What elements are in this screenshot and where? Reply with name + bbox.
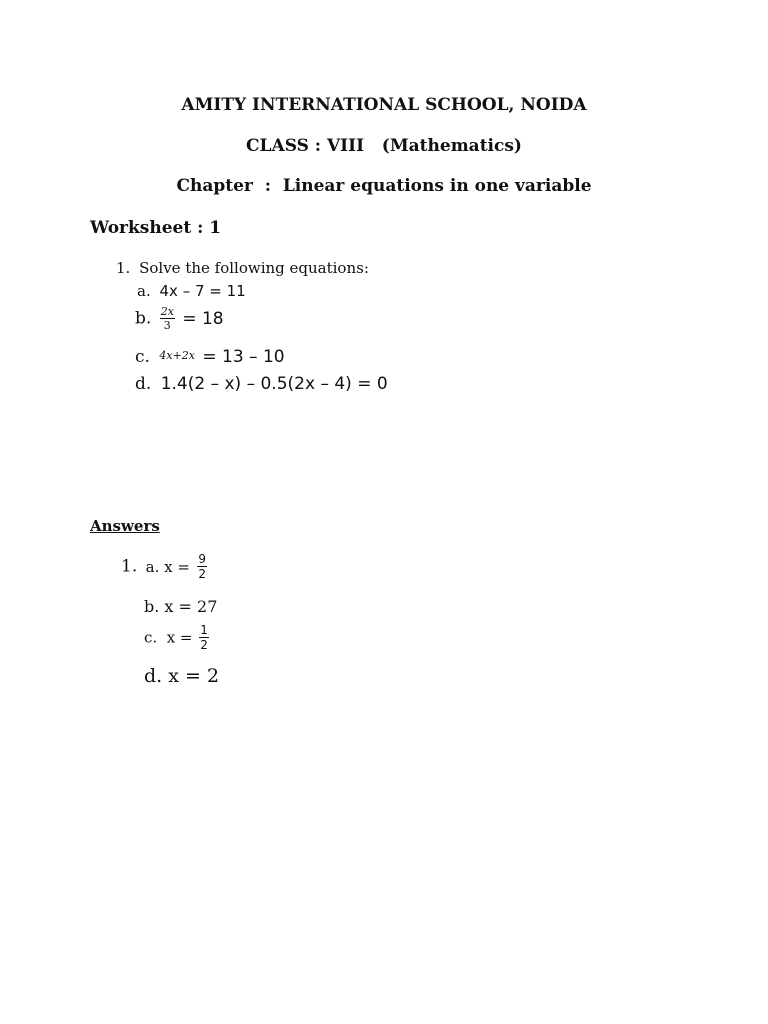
- class-line: CLASS : VIII (Mathematics): [246, 136, 522, 156]
- numerator: 9: [198, 552, 206, 566]
- numerator: 2x: [160, 305, 174, 318]
- question-text: Solve the following equations:: [139, 259, 369, 277]
- answer-number: 1.: [121, 556, 138, 577]
- denominator: 2: [200, 638, 208, 652]
- answer-text: b. x = 27: [144, 597, 218, 616]
- worksheet-title: Worksheet : 1: [90, 218, 222, 238]
- answer-prefix: a. x =: [145, 557, 190, 576]
- item-marker: a.: [137, 282, 151, 300]
- answer-d: [144, 665, 219, 687]
- fraction: [199, 624, 209, 651]
- item-marker: c.: [135, 347, 150, 367]
- denominator: 2: [198, 567, 206, 581]
- equation-text: 4x – 7 = 11: [159, 282, 246, 300]
- fraction: [160, 306, 175, 331]
- answers-title: Answers: [90, 517, 160, 535]
- denominator: 3: [163, 319, 171, 332]
- fraction: [197, 553, 207, 580]
- school-name: AMITY INTERNATIONAL SCHOOL, NOIDA: [181, 95, 587, 115]
- chapter-line: Chapter : Linear equations in one variable: [176, 176, 592, 196]
- equation-c: [135, 347, 285, 367]
- item-marker: b.: [135, 308, 152, 329]
- item-marker: d.: [135, 374, 152, 394]
- lhs-expression: 4x+2x: [159, 349, 195, 362]
- equation-text: = 13 – 10: [202, 347, 285, 367]
- answer-text: d. x = 2: [144, 665, 220, 687]
- question-number: 1.: [116, 259, 131, 277]
- equation-b: [135, 306, 224, 331]
- equation-text: 1.4(2 – x) – 0.5(2x – 4) = 0: [160, 374, 388, 394]
- equation-a: [137, 282, 246, 300]
- answer-prefix: c. x =: [144, 628, 193, 647]
- answer-b: [144, 597, 217, 616]
- numerator: 1: [200, 623, 208, 637]
- question-1: [116, 259, 369, 277]
- equation-text: = 18: [182, 308, 224, 329]
- answer-a: [121, 553, 207, 580]
- answer-c: [144, 624, 209, 651]
- equation-d: [135, 374, 388, 394]
